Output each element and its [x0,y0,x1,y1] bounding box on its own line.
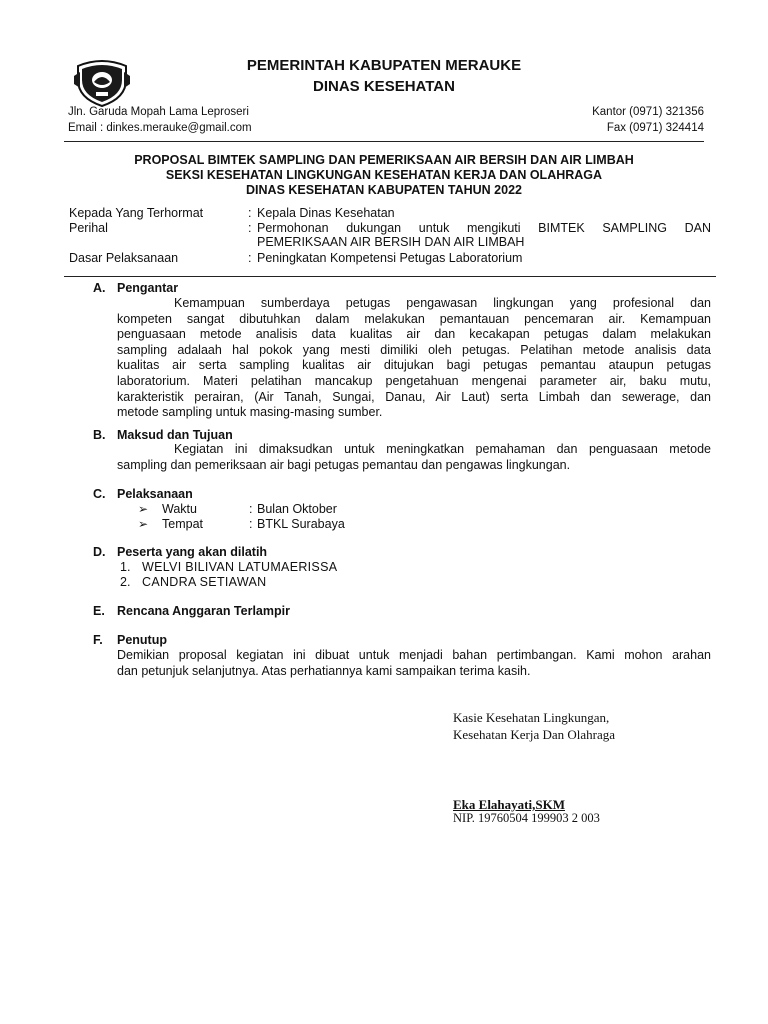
section-a-paragraph [117,296,711,421]
agency-name: PEMERINTAH KABUPATEN MERAUKE [246,57,522,74]
paragraph-line: metode sampling untuk masing-masing sumber. [117,405,383,420]
paragraph-line: Kemampuan sumberdaya petugas pengawasan lingkungan yang profesional dan [174,296,711,310]
proposal-title: PROPOSAL BIMTEK SAMPLING DAN PEMERIKSAAN AIR BERSIH DAN AIR LIMBAH [134,153,634,167]
signatory-name: Eka Elahayati,SKM [453,797,565,812]
proposal-subtitle: SEKSI KESEHATAN LINGKUNGAN KESEHATAN KERJA DAN OLAHRAGA [165,168,603,182]
paragraph-line: karakteristik perairan, (Air Tanah, Sungai, Danau, Air Laut) serta Limbah dan sewerage, dan [117,389,711,404]
fax-number: Fax (0971) 324414 [606,121,704,134]
subject-colon: : [248,221,252,235]
participant-name: CANDRA SETIAWAN [142,575,267,589]
position-line: Kesehatan Kerja Dan Olahraga [453,727,616,742]
section-f-title: Penutup [117,633,167,647]
subject-label: Perihal [69,221,108,235]
arrow-bullet-icon: ➢ [138,517,149,531]
time-label: Waktu [162,502,197,516]
section-f-paragraph [117,648,711,679]
address-block [68,105,252,136]
place-value: BTKL Surabaya [257,517,345,531]
place-label: Tempat [162,517,203,531]
arrow-bullet-icon: ➢ [138,502,149,516]
basis-label: Dasar Pelaksanaan [69,251,179,265]
section-d-letter: D. [93,545,106,559]
paragraph-line: dan petunjuk selanjutnya. Atas perhatiannya kami sampaikan terima kasih. [117,663,531,678]
time-colon: : [249,502,253,516]
street-address: Jln. Garuda Mopah Lama Leproseri [68,106,249,118]
header-divider [64,276,716,277]
paragraph-line: sampling adalaah hal pokok yang mesti dimiliki oleh petugas. Pelatihan metode analisis data [117,342,711,357]
paragraph-line: kualitas air serta sampling kualitas air ditujukan bagi petugas pemantau ataupun petugas [117,358,711,373]
recipient-label: Kepada Yang Terhormat [69,206,204,220]
signatory-nip: NIP. 19760504 199903 2 003 [453,811,600,825]
section-b-paragraph [117,442,711,473]
paragraph-line: laboratorium. Materi pelatihan mancakup pengetahuan mengenai parameter air, baku mutu, [117,373,711,388]
contact-block [592,105,704,136]
section-c-letter: C. [93,487,106,501]
time-value: Bulan Oktober [257,502,337,516]
basis-colon: : [248,251,252,265]
position-line: Kasie Kesehatan Lingkungan, [453,710,610,725]
paragraph-line: Kegiatan ini dimaksudkan untuk meningkatkan pemahaman dan penguasaan metode [174,442,711,456]
participant-number: 1. [120,560,131,574]
paragraph-line: kompeten sangat dibutuhkan dalam melakukan pemantauan pencemaran air. Kemampuan [117,311,711,326]
section-b-letter: B. [93,428,106,442]
subject-value-cont: PEMERIKSAAN AIR BERSIH DAN AIR LIMBAH [257,235,525,249]
recipient-value: Kepala Dinas Kesehatan [257,206,395,220]
section-b-title: Maksud dan Tujuan [117,428,233,442]
section-e-title: Rencana Anggaran Terlampir [117,604,290,618]
participant-number: 2. [120,575,131,589]
basis-value: Peningkatan Kompetensi Petugas Laboratorium [257,251,523,265]
participant-name: WELVI BILIVAN LATUMAERISSA [142,560,338,574]
recipient-colon: : [248,206,252,220]
office-phone: Kantor (0971) 321356 [592,106,704,118]
subject-value: Permohonan dukungan untuk mengikuti BIMTEK SAMPLING DAN [257,221,711,235]
paragraph-line: sampling dan pemeriksaan air bagi petugas pemantau dan pengawas lingkungan. [117,457,571,472]
section-c-title: Pelaksanaan [117,487,193,501]
section-a-title: Pengantar [117,281,179,295]
paragraph-line: penguasaan metode analisis data kualitas air dan kecakapan petugas dalam melakukan [117,327,711,342]
paragraph-line: Demikian proposal kegiatan ini dibuat untuk menjadi bahan pertimbangan. Kami mohon arahan [117,648,711,662]
department-name: DINAS KESEHATAN [313,78,455,95]
proposal-subtitle-year: DINAS KESEHATAN KABUPATEN TAHUN 2022 [246,183,522,197]
section-d-title: Peserta yang akan dilatih [117,545,268,559]
letterhead-divider [64,141,704,142]
signatory-position [453,709,615,743]
section-e-letter: E. [93,604,105,618]
email-address: Email : dinkes.merauke@gmail.com [68,121,252,134]
place-colon: : [249,517,253,531]
section-f-letter: F. [93,633,103,647]
section-a-letter: A. [93,281,106,295]
